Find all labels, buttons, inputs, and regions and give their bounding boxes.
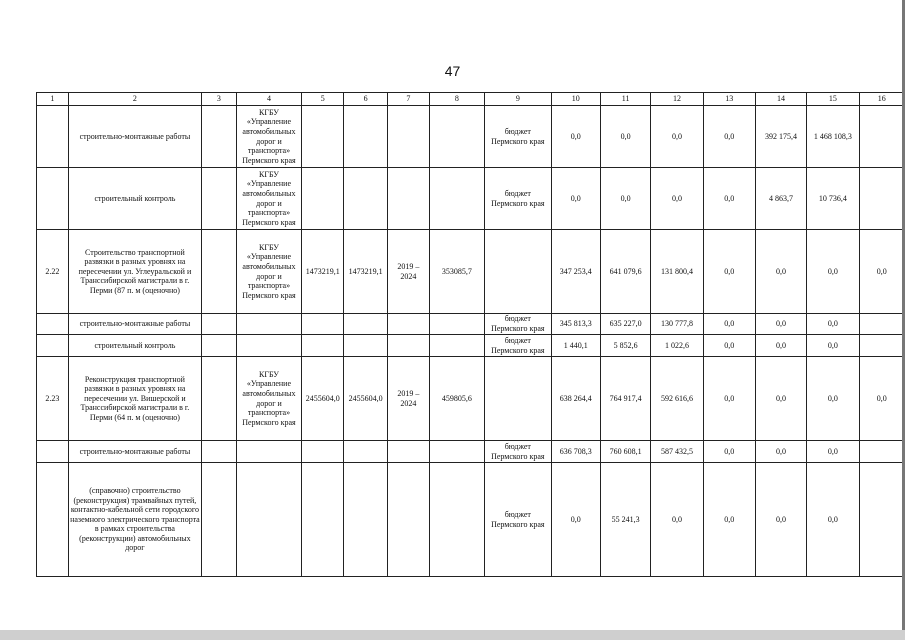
item-name-cell: строительно-монтажные работы: [68, 441, 201, 463]
empty-cell: [202, 106, 236, 168]
value-cell: 10 736,4: [807, 168, 859, 230]
value-cell: 0,0: [651, 463, 703, 577]
header-cell: 15: [807, 93, 859, 106]
value-cell: 0,0: [651, 168, 703, 230]
value-cell: 4 863,7: [755, 168, 806, 230]
value-cell: 0,0: [755, 357, 806, 441]
value-cell: 636 708,3: [551, 441, 600, 463]
value-cell: 2455604,0: [344, 357, 388, 441]
item-name-cell: строительно-монтажные работы: [68, 314, 201, 335]
funding-source-cell: бюджет Пермского края: [485, 314, 551, 335]
table-row: [37, 463, 905, 577]
value-cell: 0,0: [703, 168, 755, 230]
row-number-cell: 2.23: [37, 357, 69, 441]
scan-edge-bottom: [0, 630, 905, 640]
value-cell: 392 175,4: [755, 106, 806, 168]
table-row: [37, 168, 905, 230]
value-cell: 641 079,6: [600, 230, 650, 314]
empty-cell: [344, 314, 388, 335]
value-cell: 587 432,5: [651, 441, 703, 463]
value-cell: 0,0: [651, 106, 703, 168]
empty-cell: [429, 314, 485, 335]
empty-cell: [202, 463, 236, 577]
empty-cell: [202, 314, 236, 335]
header-cell: 5: [302, 93, 344, 106]
empty-cell: [388, 168, 430, 230]
header-cell: 3: [202, 93, 236, 106]
value-cell: 0,0: [807, 230, 859, 314]
funding-source-cell: бюджет Пермского края: [485, 106, 551, 168]
value-cell: 1 440,1: [551, 335, 600, 357]
value-cell: 0,0: [859, 230, 904, 314]
empty-cell: [302, 314, 344, 335]
value-cell: 2455604,0: [302, 357, 344, 441]
value-cell: 130 777,8: [651, 314, 703, 335]
empty-cell: [344, 168, 388, 230]
agency-cell: КГБУ «Управление автомобильных дорог и транспорта» Пермского края: [236, 106, 302, 168]
empty-cell: [429, 106, 485, 168]
empty-cell: [202, 168, 236, 230]
value-cell: 0,0: [755, 441, 806, 463]
empty-cell: [859, 168, 904, 230]
empty-cell: [236, 441, 302, 463]
empty-cell: [859, 463, 904, 577]
agency-cell: КГБУ «Управление автомобильных дорог и транспорта» Пермского края: [236, 168, 302, 230]
empty-cell: [302, 106, 344, 168]
empty-cell: [429, 168, 485, 230]
empty-cell: [429, 441, 485, 463]
value-cell: 0,0: [755, 463, 806, 577]
empty-cell: [344, 441, 388, 463]
header-cell: 14: [755, 93, 806, 106]
value-cell: 0,0: [703, 463, 755, 577]
item-name-cell: строительно-монтажные работы: [68, 106, 201, 168]
value-cell: 55 241,3: [600, 463, 650, 577]
value-cell: 0,0: [551, 168, 600, 230]
table-row: [37, 357, 905, 441]
budget-table: [36, 92, 905, 577]
value-cell: 764 917,4: [600, 357, 650, 441]
agency-cell: КГБУ «Управление автомобильных дорог и транспорта» Пермского края: [236, 357, 302, 441]
empty-cell: [236, 314, 302, 335]
value-cell: 1 468 108,3: [807, 106, 859, 168]
value-cell: 0,0: [755, 335, 806, 357]
header-cell: 6: [344, 93, 388, 106]
value-cell: 347 253,4: [551, 230, 600, 314]
empty-cell: [302, 168, 344, 230]
table-row: [37, 335, 905, 357]
value-cell: 0,0: [807, 441, 859, 463]
empty-cell: [202, 335, 236, 357]
empty-cell: [859, 335, 904, 357]
row-number-cell: [37, 314, 69, 335]
header-cell: 9: [485, 93, 551, 106]
header-row: [37, 93, 905, 106]
table-row: [37, 441, 905, 463]
empty-cell: [202, 230, 236, 314]
empty-cell: [202, 441, 236, 463]
value-cell: 0,0: [600, 168, 650, 230]
empty-cell: [388, 335, 430, 357]
period-cell: 2019 – 2024: [388, 357, 430, 441]
table-row: [37, 230, 905, 314]
empty-cell: [859, 441, 904, 463]
value-cell: 0,0: [703, 357, 755, 441]
value-cell: 0,0: [703, 441, 755, 463]
empty-cell: [388, 314, 430, 335]
header-cell: 13: [703, 93, 755, 106]
item-name-cell: строительный контроль: [68, 335, 201, 357]
empty-cell: [859, 314, 904, 335]
item-name-cell: Реконструкция транспортной развязки в разных уровнях на пересечении ул. Вишерской и Транссибирской магистрали в г. Перми (64 п. м (оценочно): [68, 357, 201, 441]
value-cell: 0,0: [703, 106, 755, 168]
empty-cell: [485, 230, 551, 314]
empty-cell: [236, 335, 302, 357]
empty-cell: [344, 106, 388, 168]
row-number-cell: [37, 106, 69, 168]
funding-source-cell: бюджет Пермского края: [485, 335, 551, 357]
value-cell: 0,0: [551, 106, 600, 168]
value-cell: 0,0: [703, 230, 755, 314]
empty-cell: [429, 463, 485, 577]
header-cell: 8: [429, 93, 485, 106]
row-number-cell: [37, 335, 69, 357]
value-cell: 353085,7: [429, 230, 485, 314]
value-cell: 635 227,0: [600, 314, 650, 335]
value-cell: 0,0: [807, 463, 859, 577]
empty-cell: [429, 335, 485, 357]
empty-cell: [859, 106, 904, 168]
value-cell: 760 608,1: [600, 441, 650, 463]
empty-cell: [302, 463, 344, 577]
value-cell: 592 616,6: [651, 357, 703, 441]
empty-cell: [236, 463, 302, 577]
header-cell: 11: [600, 93, 650, 106]
row-number-cell: 2.22: [37, 230, 69, 314]
empty-cell: [388, 463, 430, 577]
value-cell: 0,0: [755, 314, 806, 335]
value-cell: 1 022,6: [651, 335, 703, 357]
item-name-cell: (справочно) строительство (реконструкция) трамвайных путей, контактно-кабельной сети городского наземного электрического транспорта в рамках строительства (реконструкции) автомобильных дорог: [68, 463, 201, 577]
value-cell: 0,0: [807, 357, 859, 441]
value-cell: 5 852,6: [600, 335, 650, 357]
period-cell: 2019 – 2024: [388, 230, 430, 314]
row-number-cell: [37, 168, 69, 230]
page-number: 47: [444, 63, 461, 79]
value-cell: 0,0: [755, 230, 806, 314]
item-name-cell: строительный контроль: [68, 168, 201, 230]
item-name-cell: Строительство транспортной развязки в разных уровнях на пересечении ул. Углеуральской и Транссибирской магистрали в г. Перми (87 п. м (оценочно): [68, 230, 201, 314]
table-row: [37, 314, 905, 335]
header-cell: 10: [551, 93, 600, 106]
value-cell: 0,0: [551, 463, 600, 577]
empty-cell: [485, 357, 551, 441]
value-cell: 0,0: [600, 106, 650, 168]
value-cell: 1473219,1: [344, 230, 388, 314]
header-cell: 2: [68, 93, 201, 106]
agency-cell: КГБУ «Управление автомобильных дорог и транспорта» Пермского края: [236, 230, 302, 314]
header-cell: 7: [388, 93, 430, 106]
empty-cell: [388, 441, 430, 463]
row-number-cell: [37, 441, 69, 463]
value-cell: 131 800,4: [651, 230, 703, 314]
value-cell: 0,0: [703, 335, 755, 357]
value-cell: 1473219,1: [302, 230, 344, 314]
empty-cell: [344, 335, 388, 357]
funding-source-cell: бюджет Пермского края: [485, 463, 551, 577]
header-cell: 16: [859, 93, 904, 106]
funding-source-cell: бюджет Пермского края: [485, 168, 551, 230]
row-number-cell: [37, 463, 69, 577]
empty-cell: [344, 463, 388, 577]
value-cell: 345 813,3: [551, 314, 600, 335]
value-cell: 0,0: [703, 314, 755, 335]
empty-cell: [302, 441, 344, 463]
value-cell: 0,0: [859, 357, 904, 441]
value-cell: 459805,6: [429, 357, 485, 441]
value-cell: 0,0: [807, 314, 859, 335]
table-row: [37, 106, 905, 168]
empty-cell: [302, 335, 344, 357]
value-cell: 638 264,4: [551, 357, 600, 441]
empty-cell: [388, 106, 430, 168]
header-cell: 1: [37, 93, 69, 106]
header-cell: 12: [651, 93, 703, 106]
funding-source-cell: бюджет Пермского края: [485, 441, 551, 463]
empty-cell: [202, 357, 236, 441]
header-cell: 4: [236, 93, 302, 106]
value-cell: 0,0: [807, 335, 859, 357]
